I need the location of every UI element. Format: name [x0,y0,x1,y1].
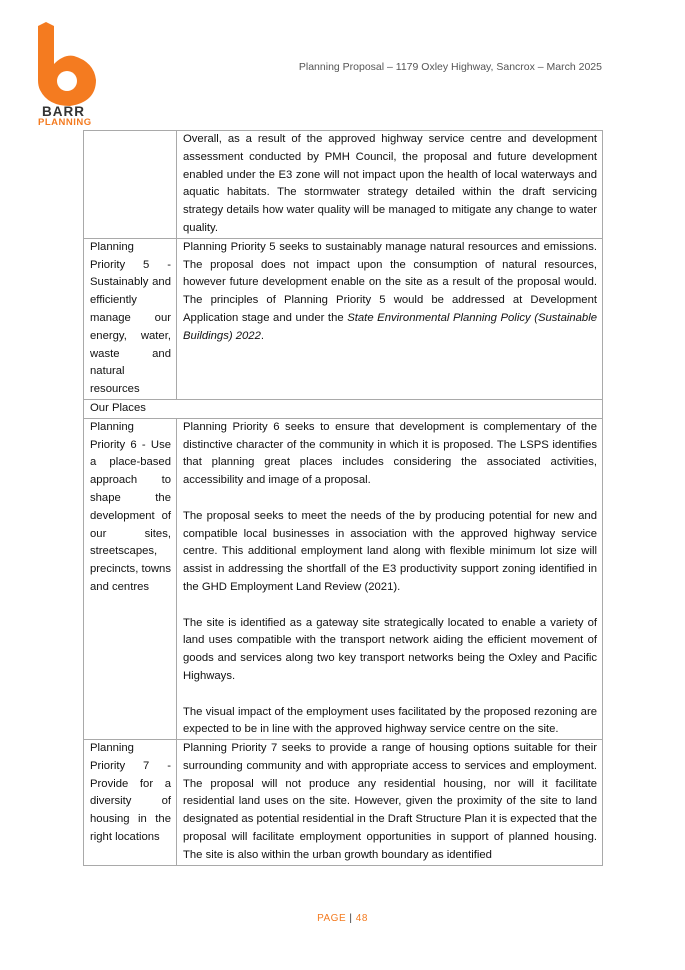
table-row [84,740,603,866]
document-header-title: Planning Proposal – 1179 Oxley Highway, Sancrox – March 2025 [298,61,602,73]
response-cell [177,131,603,239]
priority-label-cell [84,418,177,739]
policy-reference: State Environmental Planning Policy (Sustainable Buildings) 2022 [183,311,598,342]
section-heading: Our Places [84,399,603,418]
priority-label-cell [84,740,177,866]
page-separator: | [349,913,353,924]
priority-label: Planning Priority 6 - Use a place-based approach to shape the development of our sites, streetscapes, precincts, towns and centres [90,420,171,593]
section-heading-row [84,399,603,418]
brand-subtitle: PLANNING [38,117,92,128]
response-paragraph: The proposal seeks to meet the needs of the by producing potential for new and compatible local businesses in association with the approved highway service centre. This additional employment land along with flexible minimum lot size will assist in addressing the shortfall of the E3 productivity support zoning identified in the GHD Employment Land Review (2021). [183,509,597,593]
response-cell [177,418,603,739]
response-text: Overall, as a result of the approved highway service centre and development assessment conducted by PMH Council, the proposal and future development enabled under the E3 zone will not impact upon the health of local waterways and aquatic habitats. The stormwater strategy detailed within the draft servicing strategy details how water quality will be managed to mitigate any change to water quality. [183,133,597,234]
priority-label-cell [84,238,177,399]
table-row [84,238,603,399]
response-paragraph: Planning Priority 6 seeks to ensure that development is complementary of the distinctive character of the community in which it is proposed. The LSPS identifies that planning great places includes considering the associated activities, accessibility and image of a proposal. [183,420,597,487]
planning-priorities-table [83,130,603,866]
priority-label: Planning Priority 5 - Sustainably and efficiently manage our energy, water, waste and natural resources [90,240,171,396]
table-row [84,418,603,739]
response-text: Planning Priority 7 seeks to provide a range of housing options suitable for their surrounding community and with appropriate access to services and employment. The proposal will not produce any residential housing, nor will it facilitate residential land uses on the site. However, given the proximity of the site to land designated as potential residential in the Draft Structure Plan it is expected that the proposal will facilitate employment opportunities in support of planned housing. The site is also within the urban growth boundary as identified [183,742,597,861]
priority-label: Planning Priority 7 - Provide for a diversity of housing in the right locations [90,742,171,844]
response-paragraph: The visual impact of the employment uses facilitated by the proposed rezoning are expected to be in line with the approved highway service centre on the site. [183,705,597,736]
response-cell [177,238,603,399]
page-label: PAGE [317,913,347,924]
brand-name: BARR [42,104,85,119]
response-cell [177,740,603,866]
page-number: 48 [355,913,368,924]
priority-label-cell [84,131,177,239]
response-text: Planning Priority 5 seeks to sustainably manage natural resources and emissions. The proposal does not impact upon the consumption of natural resources, however future development enable on the site as a result of the proposal would. The principles of Planning Priority 5 would be addressed at Development Application stage and under the State Environmental Planning Policy (Sustainable Buildings) 2022. [183,240,598,342]
table-row [84,131,603,239]
page-footer [0,913,685,924]
response-paragraph: The site is identified as a gateway site strategically located to enable a variety of land uses compatible with the transport network aiding the efficient movement of goods and services along two key transport networks being the Oxley and Pacific Highways. [183,616,597,682]
